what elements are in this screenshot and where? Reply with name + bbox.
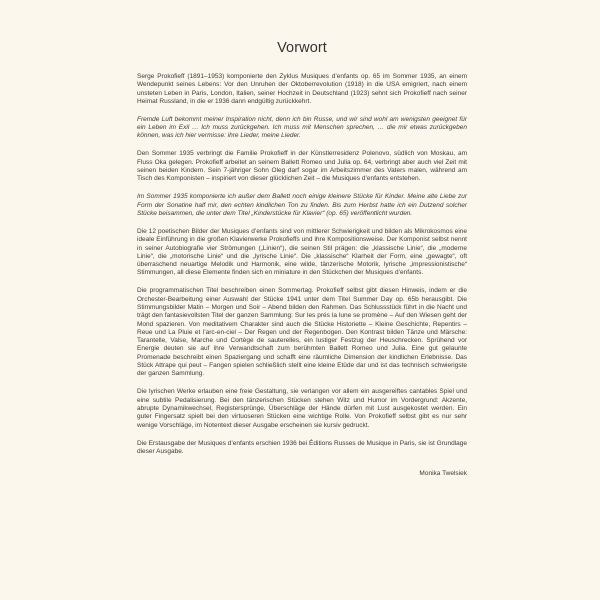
paragraph-titles: Die programmatischen Titel beschreiben einen Sommertag. Prokofieff selbst gibt diesen Hinweis, indem er die Orchester-Bearbeitung einer Auswahl der Stücke 1941 unter dem Titel Summer Day op. 65b herausgibt. Die Stimmungsbilder Matin – Morgen und Soir – Abend bilden den Rahmen. Das Schlussstück führt in die Nacht und trägt den fantasievollsten Titel der ganzen Sammlung: Sur les prés la lune se promène – Auf den Wiesen geht der Mond spazieren. Von meditativem Charakter sind auch die Stücke Historiette – Kleine Geschichte, Repentirs – Reue und La Pluie et l’arc-en-ciel – Der Regen und der Regenbogen. Den Kontrast bilden Tänze und Märsche: Tarantelle, Valse, Marche und Cortège de sauterelles, ein lustiger Festzug der Heuschrecken. Sprühend vor Energie deuten sie auf ihre Verwandtschaft zum berühmten Ballett Romeo und Julia. Eine gut gelaunte Promenade beschreibt einen Spaziergang und schafft eine räumliche Dimension der kindlichen Erlebnisse. Das Stück Attrape qui peut – Fangen spielen schließlich stellt eine kleine Etüde dar und ist das technisch schwierigste der ganzen Sammlung. (137, 287, 467, 378)
paragraph-edition: Die Erstausgabe der Musiques d’enfants erschien 1936 bei Éditions Russes de Musique in Paris, sie ist Grundlage dieser Ausgabe. (137, 439, 467, 455)
paragraph-summer: Den Sommer 1935 verbringt die Familie Prokofieff in der Künstlerresidenz Polenovo, südlich von Moskau, am Fluss Oka gelegen. Prokofieff arbeitet an seinem Ballett Romeo und Julia op. 64, verbringt aber auch viel Zeit mit seinen beiden Kindern. Sein 7-jähriger Sohn Oleg darf sogar im Arbeitszimmer des Vaters malen, während am Tisch des Komponisten – inspiriert von dieser glücklichen Zeit – die Musiques d’enfants entstehen. (137, 150, 467, 183)
quote-paragraph: Im Sommer 1935 komponierte ich außer dem Ballett noch einige kleinere Stücke für Kinder. Meine alte Liebe zur Form der Sonatine half mir, den echten kindlichen Ton zu finden. Bis zum Herbst hatte ich ein Dutzend solcher Stücke beisammen, die unter dem Titel „Kinderstücke für Klavier“ (op. 65) veröffentlicht wurden. (137, 193, 467, 217)
quote-paragraph: Fremde Luft bekommt meiner Inspiration nicht, denn ich bin Russe, und wir sind wohl am wenigsten geeignet für ein Leben im Exil … Ich muss zurückgehen. Ich muss mit Menschen sprechen, … die mir etwas zurückgeben können, was ich hier vermisse: ihre Lieder, meine Lieder. (137, 115, 467, 140)
paragraph-pieces: Die 12 poetischen Bilder der Musiques d’enfants sind von mittlerer Schwierigkeit und bilden als Mikrokosmos eine ideale Einführung in die großen Klavierwerke Prokofieffs und ihre Kompositionsweise. Der Komponist selbst nennt in seiner Autobiografie vier Strömungen („Linien“), die seinen Stil prägen: die „klassische Linie“, die „moderne Linie“, die „motorische Linie“ und die „lyrische Linie“. Die „klassische“ Klarheit der Form, eine „gewagte“, oft überraschend neuartige Melodik und Harmonik, eine wilde, tänzerische Motorik, lyrische „impressionistische“ Stimmungen, all diese Elemente finden sich en miniature in den Stückchen der Musiques d’enfants. (137, 227, 467, 277)
author-signature: Monika Twelsiek (419, 470, 467, 478)
paragraph-intro: Serge Prokofieff (1891–1953) komponierte den Zyklus Musiques d’enfants op. 65 im Sommer 1935, an einem Wendepunkt seines Lebens: Vor den Unruhen der Oktoberrevolution (1918) in die USA emigriert, nach einem unsteten Leben in Paris, London, Italien, seiner Hochzeit in Deutschland (1923) sehnt sich Prokofieff nach seiner Heimat Russland, in die er 1936 dann endgültig zurückkehrt. (137, 73, 467, 105)
preface-body (137, 73, 467, 456)
page-title: Vorwort (277, 40, 327, 56)
paragraph-lyrical: Die lyrischen Werke erlauben eine freie Gestaltung, sie verlangen vor allem ein ausgereiftes cantables Spiel und eine subtile Pedalisierung. Bei den tänzerischen Stücken stehen Witz und Humor im Vordergrund: Akzente, abrupte Dynamikwechsel, Registersprünge, Überschläge der Hände dürfen mit Lust ausgekostet werden. Ein guter Fingersatz spielt bei den virtuoseren Stücken eine wichtige Rolle. Von Prokofieff selbst gibt es nur sehr wenige Vorschläge, im Notentext dieser Ausgabe erscheinen sie kursiv gedruckt. (137, 388, 467, 429)
